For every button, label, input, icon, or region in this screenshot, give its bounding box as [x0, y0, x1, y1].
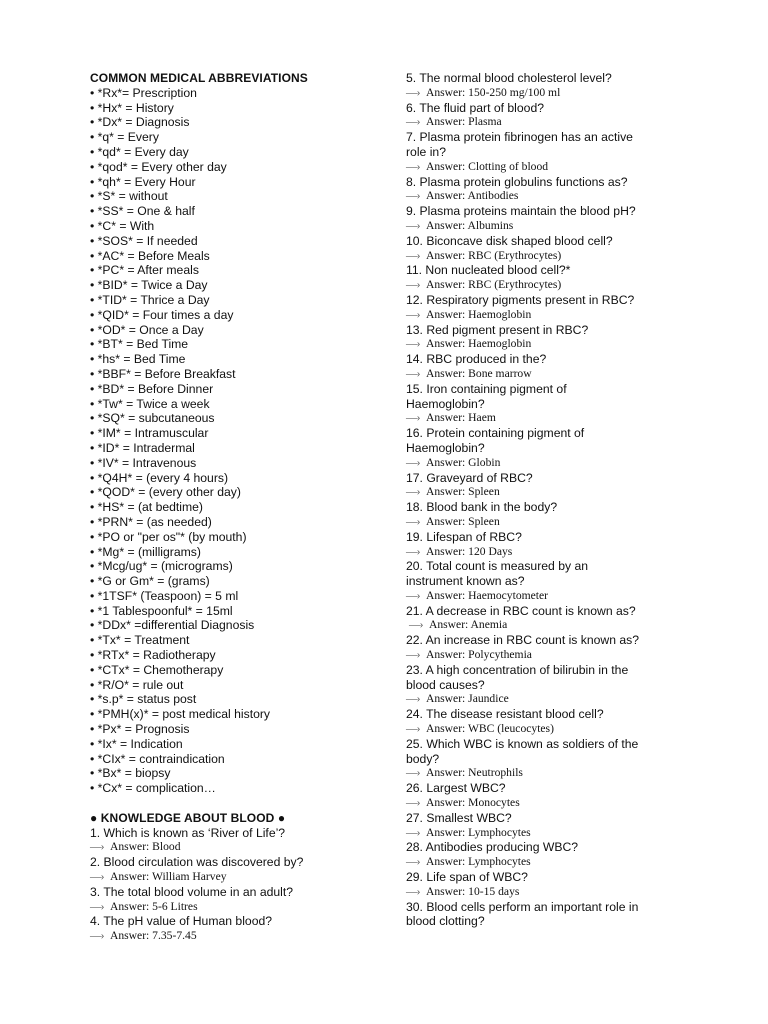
answer-text: Answer: Blood — [110, 840, 181, 854]
abbreviation-item: • *OD* = Once a Day — [90, 322, 204, 337]
answer-text: Answer: Haemoglobin — [426, 337, 532, 351]
abbreviation-item: • *CTx* = Chemotherapy — [90, 662, 224, 677]
abbreviation-item: • *QID* = Four times a day — [90, 307, 234, 322]
answer-line — [406, 189, 706, 204]
answer-text: Answer: 150-250 mg/100 ml — [426, 85, 561, 99]
question-line: Haemoglobin? — [406, 396, 485, 411]
answer-line — [406, 411, 706, 426]
arrow-icon: —› — [406, 278, 420, 292]
arrow-icon: —› — [406, 692, 420, 706]
question-line: 19. Lifespan of RBC? — [406, 529, 522, 544]
arrow-icon: —› — [90, 929, 104, 943]
arrow-icon: —› — [406, 884, 420, 898]
answer-line — [406, 278, 706, 293]
abbreviation-item: • *PRN* = (as needed) — [90, 514, 212, 529]
answer-line — [406, 589, 706, 604]
answer-text: Answer: Bone marrow — [426, 366, 532, 380]
abbreviation-item: • *SOS* = If needed — [90, 233, 198, 248]
question-line: 29. Life span of WBC? — [406, 870, 528, 885]
right-column — [406, 71, 706, 929]
question-line: 25. Which WBC is known as soldiers of the — [406, 736, 639, 751]
answer-text: Answer: RBC (Erythrocytes) — [426, 248, 562, 262]
abbreviation-item: • *R/O* = rule out — [90, 677, 184, 692]
answer-text: Answer: Haem — [426, 411, 496, 425]
question-line: 11. Non nucleated blood cell?* — [406, 263, 571, 278]
arrow-icon: —› — [406, 485, 420, 499]
answer-text: Answer: Albumins — [426, 218, 514, 232]
question-line: 8. Plasma protein globulins functions as? — [406, 174, 628, 189]
question-line: blood causes? — [406, 677, 485, 692]
arrow-icon: —› — [406, 514, 420, 528]
answer-text: Answer: 120 Days — [426, 544, 513, 558]
question-line: 2. Blood circulation was discovered by? — [90, 855, 304, 870]
abbreviation-item: • *S* = without — [90, 189, 168, 204]
answer-text: Answer: Haemoglobin — [426, 307, 532, 321]
abbreviation-item: • *s.p* = status post — [90, 692, 197, 707]
answer-text: Answer: RBC (Erythrocytes) — [426, 278, 562, 292]
arrow-icon: —› — [406, 588, 420, 602]
abbreviation-item: • *C* = With — [90, 218, 155, 233]
question-line: 16. Protein containing pigment of — [406, 426, 585, 441]
question-line: 6. The fluid part of blood? — [406, 100, 544, 115]
answer-text: Answer: WBC (leucocytes) — [426, 722, 554, 736]
abbreviation-item: • *IM* = Intramuscular — [90, 426, 209, 441]
answer-line — [90, 929, 390, 944]
arrow-icon: —› — [406, 455, 420, 469]
answer-text: Answer: 10-15 days — [426, 884, 520, 898]
answer-line — [406, 545, 706, 560]
question-line: 1. Which is known as ‘River of Life’? — [90, 825, 286, 840]
abbreviation-item: • *Mg* = (milligrams) — [90, 544, 201, 559]
question-line: 4. The pH value of Human blood? — [90, 914, 273, 929]
answer-text: Answer: Polycythemia — [426, 648, 532, 662]
answer-text: Answer: 5-6 Litres — [110, 899, 198, 913]
arrow-icon: —› — [406, 218, 420, 232]
abbreviation-item: • *PC* = After meals — [90, 263, 199, 278]
question-line: 26. Largest WBC? — [406, 781, 506, 796]
question-line: 13. Red pigment present in RBC? — [406, 322, 589, 337]
abbreviation-item: • *Px* = Prognosis — [90, 722, 190, 737]
question-line: 21. A decrease in RBC count is known as? — [406, 603, 636, 618]
abbreviation-item: • *Ix* = Indication — [90, 736, 183, 751]
question-line: 20. Total count is measured by an — [406, 559, 589, 574]
abbreviation-item: • *AC* = Before Meals — [90, 248, 210, 263]
answer-text: Answer: Monocytes — [426, 796, 520, 810]
arrow-icon: —› — [406, 411, 420, 425]
question-line: 12. Respiratory pigments present in RBC? — [406, 292, 635, 307]
answer-line — [406, 885, 706, 900]
answer-line — [406, 722, 706, 737]
answer-text: Answer: Anemia — [429, 618, 508, 632]
question-line: 5. The normal blood cholesterol level? — [406, 71, 612, 85]
arrow-icon: —› — [406, 337, 420, 351]
question-line: 28. Antibodies producing WBC? — [406, 840, 579, 855]
answer-line — [406, 618, 706, 633]
abbreviation-item: • *SS* = One & half — [90, 204, 195, 219]
abbreviation-item: • *BBF* = Before Breakfast — [90, 366, 236, 381]
left-column — [90, 71, 390, 944]
abbreviation-item: • *Tx* = Treatment — [90, 633, 190, 648]
abbreviation-item: • *BID* = Twice a Day — [90, 278, 208, 293]
abbreviation-item: • *G or Gm* = (grams) — [90, 574, 210, 589]
answer-text: Answer: Jaundice — [426, 692, 509, 706]
section-gap — [90, 796, 390, 811]
answer-line — [406, 308, 706, 323]
abbreviation-item: • *Hx* = History — [90, 100, 174, 115]
abbreviation-item: • *CIx* = contraindication — [90, 751, 225, 766]
answer-line — [406, 648, 706, 663]
abbreviation-item: • *BD* = Before Dinner — [90, 381, 214, 396]
answer-line — [406, 826, 706, 841]
answer-line — [406, 115, 706, 130]
answer-text: Answer: Clotting of blood — [426, 159, 549, 173]
question-line: 22. An increase in RBC count is known as? — [406, 633, 640, 648]
abbreviation-item: • *Q4H* = (every 4 hours) — [90, 470, 229, 485]
question-line: 18. Blood bank in the body? — [406, 500, 558, 515]
question-line: 27. Smallest WBC? — [406, 810, 512, 825]
answer-line — [406, 515, 706, 530]
answer-text: Answer: 7.35-7.45 — [110, 929, 197, 943]
blood-questions-left — [90, 826, 390, 944]
abbreviations-list — [90, 86, 390, 796]
abbreviation-item: • *QOD* = (every other day) — [90, 485, 241, 500]
abbreviation-item: • *Bx* = biopsy — [90, 766, 171, 781]
answer-line — [406, 367, 706, 382]
question-line: instrument known as? — [406, 574, 525, 589]
abbreviation-item: • *DDx* =differential Diagnosis — [90, 618, 255, 633]
abbreviation-item: • *TID* = Thrice a Day — [90, 292, 210, 307]
arrow-icon: —› — [406, 722, 420, 736]
abbreviation-item: • *RTx* = Radiotherapy — [90, 648, 216, 663]
answer-text: Answer: Lymphocytes — [426, 825, 531, 839]
arrow-icon: —› — [90, 840, 104, 854]
answer-line — [406, 219, 706, 234]
answer-line — [90, 870, 390, 885]
answer-line — [406, 485, 706, 500]
answer-line — [406, 692, 706, 707]
abbreviations-heading: COMMON MEDICAL ABBREVIATIONS — [90, 71, 308, 85]
abbreviation-item: • *Tw* = Twice a week — [90, 396, 210, 411]
arrow-icon: —› — [90, 870, 104, 884]
arrow-icon: —› — [406, 307, 420, 321]
answer-line — [406, 456, 706, 471]
arrow-icon: —› — [406, 366, 420, 380]
abbreviation-item: • *HS* = (at bedtime) — [90, 500, 203, 515]
abbreviation-item: • *IV* = Intravenous — [90, 455, 197, 470]
answer-line — [406, 249, 706, 264]
answer-line — [406, 766, 706, 781]
answer-text: Answer: Haemocytometer — [426, 588, 549, 602]
abbreviation-item: • *q* = Every — [90, 130, 159, 145]
abbreviation-item: • *Dx* = Diagnosis — [90, 115, 190, 130]
question-line: 15. Iron containing pigment of — [406, 381, 567, 396]
answer-line — [406, 337, 706, 352]
answer-text: Answer: Plasma — [426, 115, 502, 129]
arrow-icon: —› — [406, 544, 420, 558]
abbreviation-item: • *qd* = Every day — [90, 144, 189, 159]
abbreviation-item: • *PMH(x)* = post medical history — [90, 707, 271, 722]
abbreviation-item: • *hs* = Bed Time — [90, 352, 186, 367]
answer-text: Answer: Lymphocytes — [426, 855, 531, 869]
arrow-icon: —› — [406, 85, 420, 99]
arrow-icon: —› — [406, 248, 420, 262]
abbreviation-item: • *Cx* = complication… — [90, 781, 216, 796]
answer-line — [90, 900, 390, 915]
question-line: 7. Plasma protein fibrinogen has an active — [406, 130, 633, 145]
abbreviation-item: • *ID* = Intradermal — [90, 440, 195, 455]
abbreviation-item: • *qod* = Every other day — [90, 159, 227, 174]
arrow-icon: —› — [90, 899, 104, 913]
question-line: 9. Plasma proteins maintain the blood pH? — [406, 204, 636, 219]
question-line: Haemoglobin? — [406, 440, 485, 455]
answer-line — [406, 86, 706, 101]
question-line: body? — [406, 751, 440, 766]
answer-line — [406, 796, 706, 811]
answer-line — [90, 840, 390, 855]
question-line: 14. RBC produced in the? — [406, 352, 547, 367]
answer-line — [406, 855, 706, 870]
arrow-icon: —› — [406, 766, 420, 780]
arrow-icon: —› — [409, 618, 423, 632]
abbreviation-item: • *PO or "per os"* (by mouth) — [90, 529, 247, 544]
arrow-icon: —› — [406, 825, 420, 839]
answer-line — [406, 160, 706, 175]
question-line: 3. The total blood volume in an adult? — [90, 884, 294, 899]
arrow-icon: —› — [406, 648, 420, 662]
question-line: 24. The disease resistant blood cell? — [406, 707, 604, 722]
question-line: 17. Graveyard of RBC? — [406, 470, 533, 485]
answer-text: Answer: Spleen — [426, 514, 500, 528]
abbreviation-item: • *1TSF* (Teaspoon) = 5 ml — [90, 588, 239, 603]
question-line: blood clotting? — [406, 914, 485, 929]
question-line: role in? — [406, 144, 446, 159]
arrow-icon: —› — [406, 855, 420, 869]
blood-heading: ● KNOWLEDGE ABOUT BLOOD ● — [90, 810, 286, 825]
answer-text: Answer: Spleen — [426, 485, 500, 499]
abbreviation-item: • *qh* = Every Hour — [90, 174, 196, 189]
arrow-icon: —› — [406, 115, 420, 129]
abbreviation-item: • *1 Tablespoonful* = 15ml — [90, 603, 233, 618]
arrow-icon: —› — [406, 796, 420, 810]
abbreviation-item: • *SQ* = subcutaneous — [90, 411, 215, 426]
answer-text: Answer: Globin — [426, 455, 501, 469]
blood-questions-right — [406, 71, 706, 929]
answer-text: Answer: William Harvey — [110, 870, 227, 884]
arrow-icon: —› — [406, 189, 420, 203]
answer-text: Answer: Neutrophils — [426, 766, 523, 780]
answer-text: Answer: Antibodies — [426, 189, 519, 203]
abbreviation-item: • *Mcg/ug* = (micrograms) — [90, 559, 233, 574]
abbreviation-item: • *Rx*= Prescription — [90, 85, 197, 100]
abbreviation-item: • *BT* = Bed Time — [90, 337, 189, 352]
arrow-icon: —› — [406, 159, 420, 173]
question-line: 10. Biconcave disk shaped blood cell? — [406, 233, 613, 248]
question-line: 30. Blood cells perform an important role in — [406, 899, 639, 914]
question-line: 23. A high concentration of bilirubin in the — [406, 662, 629, 677]
